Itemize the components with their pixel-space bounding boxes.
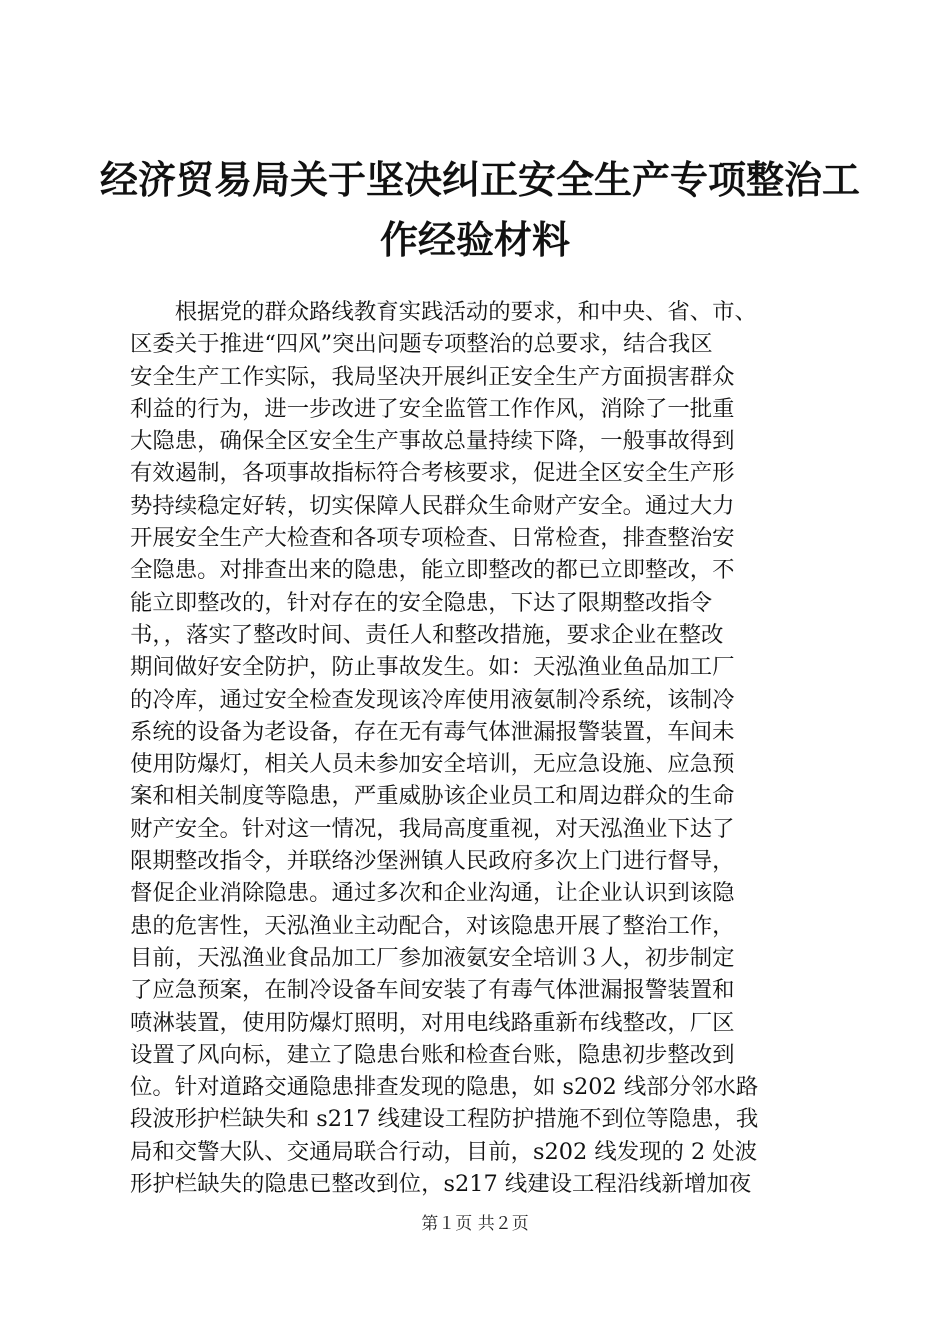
title-line-2: 作经验材料 bbox=[379, 217, 570, 262]
body-line: 期间做好安全防护，防止事故发生。如：天泓渔业鱼品加工厂 bbox=[130, 654, 735, 681]
body-line: 局和交警大队、交通局联合行动，目前，s202 线发现的 2 处波 bbox=[130, 1138, 758, 1165]
body-line: 根据党的群众路线教育实践活动的要求，和中央、省、市、 bbox=[130, 299, 757, 325]
body-line: 形护栏缺失的隐患已整改到位，s217 线建设工程沿线新增加夜 bbox=[130, 1171, 752, 1198]
body-line: 位。针对道路交通隐患排查发现的隐患，如 s202 线部分邻水路 bbox=[130, 1074, 759, 1101]
body-line: 区委关于推进“四风”突出问题专项整治的总要求，结合我区 bbox=[130, 331, 713, 358]
body-line: 开展安全生产大检查和各项专项检查、日常检查，排查整治安 bbox=[130, 525, 735, 552]
body-line: 了应急预案，在制冷设备车间安装了有毒气体泄漏报警装置和 bbox=[130, 977, 735, 1004]
body-line: 大隐患，确保全区安全生产事故总量持续下降，一般事故得到 bbox=[130, 428, 735, 455]
body-line: 能立即整改的，针对存在的安全隐患，下达了限期整改指令 bbox=[130, 589, 713, 616]
body-line: 设置了风向标，建立了隐患台账和检查台账，隐患初步整改到 bbox=[130, 1041, 735, 1068]
document-title bbox=[100, 150, 861, 270]
body-line: 势持续稳定好转，切实保障人民群众生命财产安全。通过大力 bbox=[130, 492, 735, 519]
document-body bbox=[130, 296, 890, 1200]
page-footer: 第１页 共２页 bbox=[421, 1214, 529, 1234]
body-line: 案和相关制度等隐患，严重威胁该企业员工和周边群众的生命 bbox=[130, 783, 735, 810]
body-line: 利益的行为，进一步改进了安全监管工作作风，消除了一批重 bbox=[130, 395, 735, 422]
body-line: 患的危害性，天泓渔业主动配合，对该隐患开展了整治工作， bbox=[130, 912, 735, 939]
body-line: 督促企业消除隐患。通过多次和企业沟通，让企业认识到该隐 bbox=[130, 880, 735, 907]
body-line: 喷淋装置，使用防爆灯照明，对用电线路重新布线整改，厂区 bbox=[130, 1009, 735, 1036]
body-line: 限期整改指令，并联络沙堡洲镇人民政府多次上门进行督导， bbox=[130, 848, 735, 875]
body-line: 系统的设备为老设备，存在无有毒气体泄漏报警装置，车间未 bbox=[130, 718, 735, 745]
body-line: 目前，天泓渔业食品加工厂参加液氨安全培训３人，初步制定 bbox=[130, 944, 735, 971]
body-line: 财产安全。针对这一情况，我局高度重视，对天泓渔业下达了 bbox=[130, 815, 735, 842]
body-line: 书，，落实了整改时间、责任人和整改措施，要求企业在整改 bbox=[130, 621, 724, 648]
body-line: 使用防爆灯，相关人员未参加安全培训，无应急设施、应急预 bbox=[130, 751, 735, 778]
body-line: 安全生产工作实际，我局坚决开展纠正安全生产方面损害群众 bbox=[130, 363, 735, 390]
title-line-1: 经济贸易局关于坚决纠正安全生产专项整治工 bbox=[100, 157, 861, 202]
body-line: 段波形护栏缺失和 s217 线建设工程防护措施不到位等隐患，我 bbox=[130, 1106, 759, 1133]
body-line: 全隐患。对排查出来的隐患，能立即整改的都已立即整改，不 bbox=[130, 557, 735, 584]
body-line: 的冷库，通过安全检查发现该冷库使用液氨制冷系统，该制冷 bbox=[130, 686, 735, 713]
body-line: 有效遏制，各项事故指标符合考核要求，促进全区安全生产形 bbox=[130, 460, 735, 487]
